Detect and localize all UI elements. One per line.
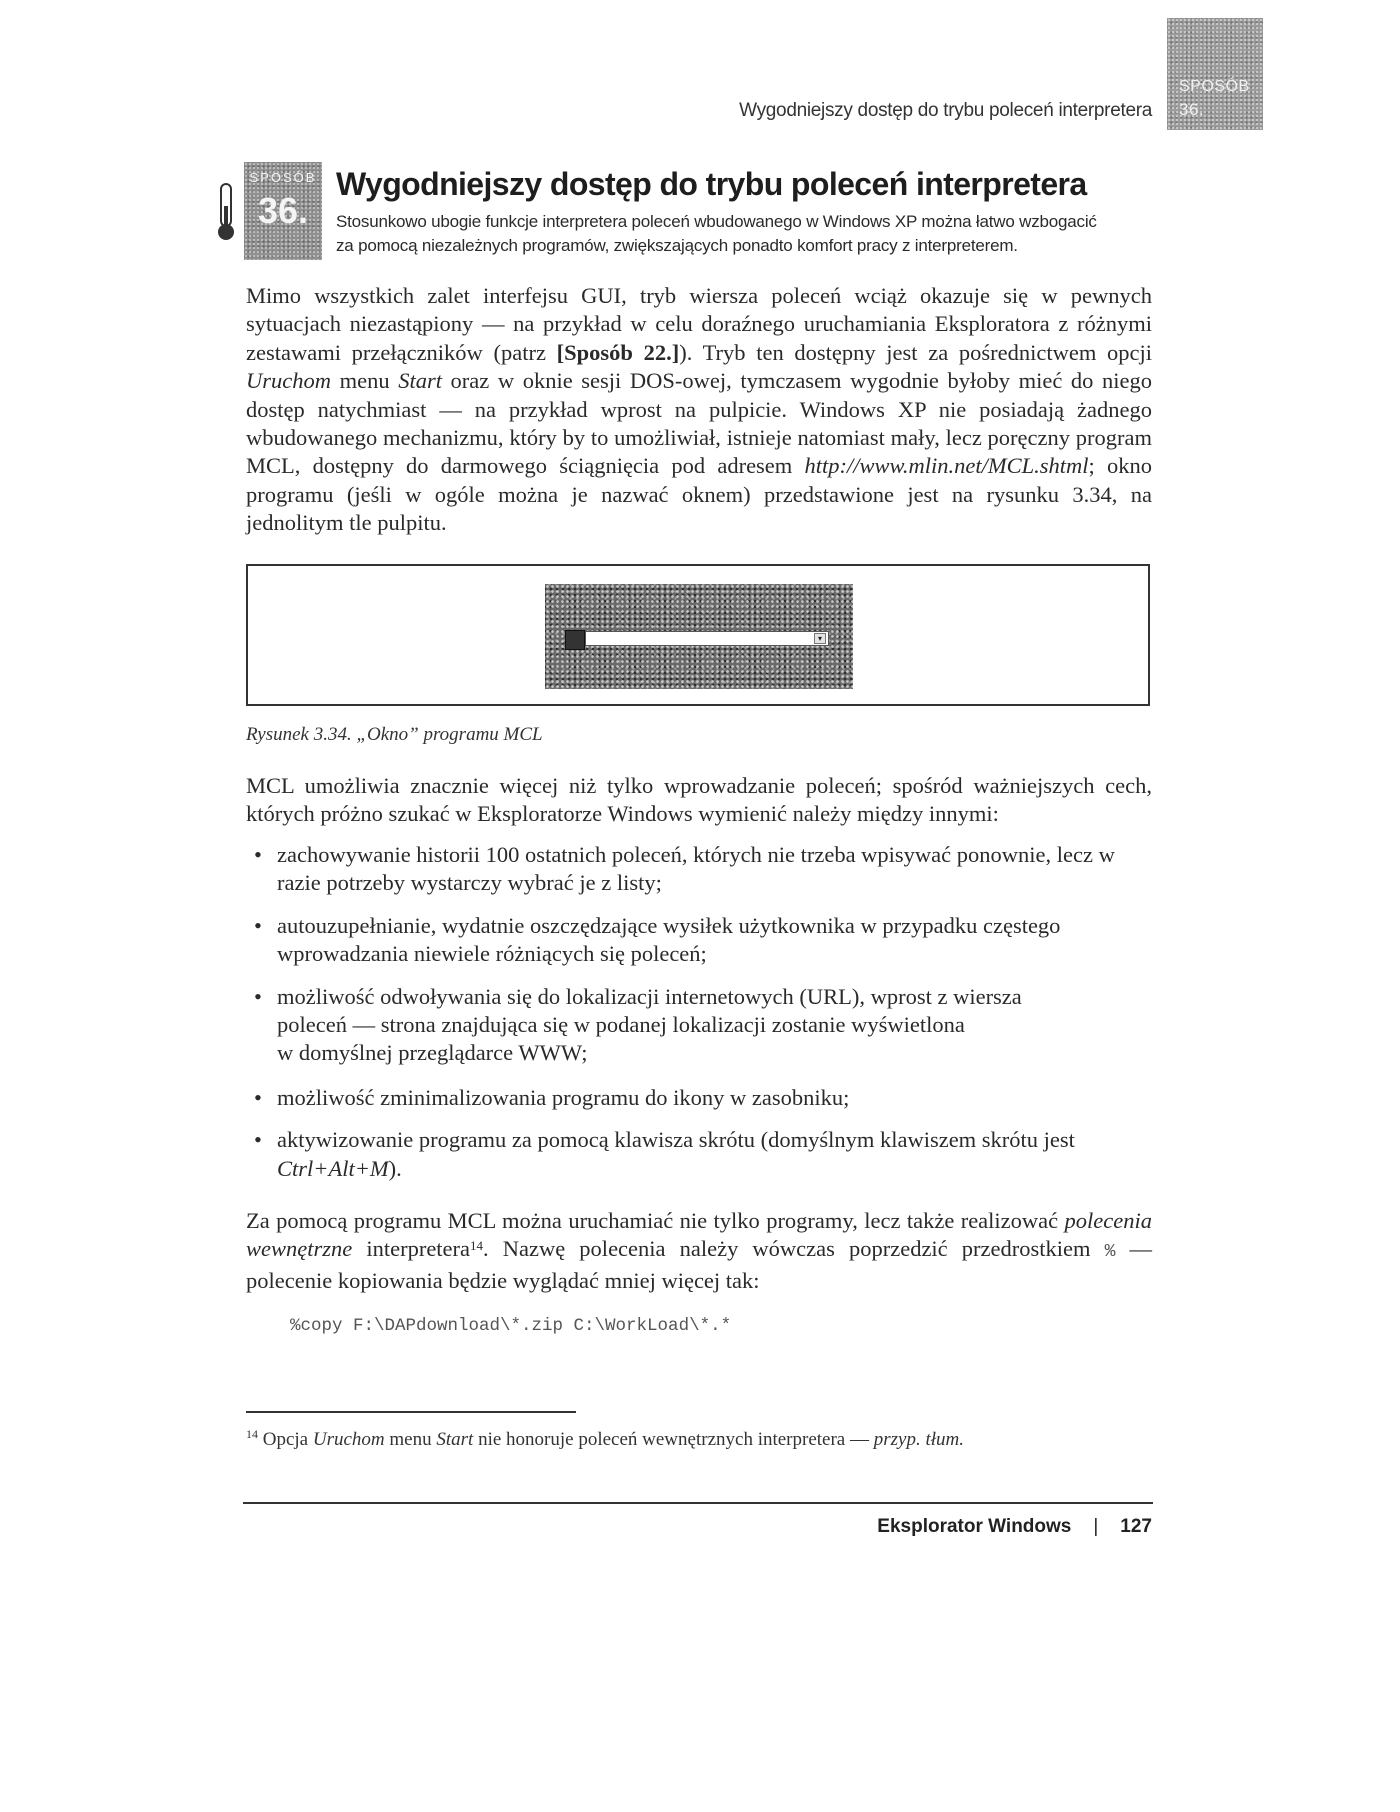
hack-title: Wygodniejszy dostęp do trybu poleceń interpretera (336, 166, 1087, 202)
text-run: menu (331, 368, 399, 394)
list-item-text: poleceń — strona znajdująca się w podanej lokalizacji zostanie wyświetlona (277, 1012, 965, 1038)
text-run: Za pomocą programu MCL można uruchamiać nie tylko programy, lecz także realizować (246, 1208, 1065, 1233)
page-number: 127 (1120, 1516, 1152, 1537)
footer-section: Eksplorator Windows (877, 1516, 1072, 1537)
text-run: Opcja (258, 1429, 313, 1450)
list-item-text: możliwość zminimalizowania programu do ikony w zasobniku; (277, 1084, 850, 1110)
text-run: menu (384, 1429, 437, 1450)
feature-list (246, 841, 1156, 1197)
page-footer (600, 1516, 1152, 1538)
footnote (246, 1429, 964, 1451)
text-run: . Nazwę polecenia należy wówczas poprzedzić przedrostkiem (483, 1236, 1105, 1262)
paragraph-internal-commands (246, 1207, 1152, 1295)
mcl-command-input (585, 631, 829, 646)
inline-code: % (1104, 1242, 1116, 1263)
list-item-text: aktywizowanie programu za pomocą klawisza skrótu (domyślnym klawiszem skrótu jest (277, 1127, 1075, 1153)
text-run: oraz w oknie sesji DOS-owej, tymczasem wygodnie byłoby mieć do niego dostęp natychmiast — na przykład wprost na pulpicie. Windows XP nie posiadają żadnego wbudowanego mechanizmu, który by to umożliwiał, istnieje natomiast mały, lecz poręczny program MCL, dostępny do darmowego ściągnięcia pod adresem (246, 368, 1152, 479)
mcl-drag-handle (565, 630, 585, 650)
list-item-text: autouzupełnianie, wydatnie oszczędzające wysiłek użytkownika w przypadku częstego wprowadzania niewiele różniących się poleceń; (277, 912, 1061, 967)
list-item (246, 1084, 1156, 1112)
translator-note: przyp. tłum. (873, 1429, 964, 1450)
menu-term: Uruchom (246, 368, 331, 394)
hack-subtitle-line: Stosunkowo ubogie funkcje interpretera poleceń wbudowanego w Windows XP można łatwo wzbogacić (336, 212, 1097, 231)
running-header-title: Wygodniejszy dostęp do trybu poleceń interpretera (739, 100, 1152, 121)
list-item-text: zachowywanie historii 100 ostatnich poleceń, których nie trzeba wpisywać ponownie, lecz w razie potrzeby wystarczy wybrać je z listy; (277, 842, 1115, 896)
menu-term: Start (398, 368, 442, 394)
code-example: %copy F:\DAPdownload\*.zip C:\WorkLoad\*.* (290, 1316, 732, 1336)
text-run: ). Tryb ten dostępny jest za pośrednictwem opcji (679, 339, 1152, 365)
footer-divider (243, 1502, 1153, 1504)
text-run: nie honoruje poleceń wewnętrznych interpretera — (473, 1429, 874, 1450)
text-run: Mimo wszystkich zalet interfejsu GUI, tryb wiersza poleceń wciąż okazuje się w pewnych sytuacjach niezastąpiony — na przykład w celu doraźnego uruchamiania Eksploratora z różnymi zestawami przełączników (patrz (246, 283, 1152, 365)
list-item-text: możliwość odwoływania się do lokalizacji internetowych (URL), wprost z wiersza (277, 983, 1022, 1009)
figure-caption: Rysunek 3.34. „Okno” programu MCL (246, 724, 543, 745)
menu-term: Start (436, 1429, 474, 1450)
list-item (246, 841, 1156, 898)
hack-badge-number: 36. (257, 190, 309, 231)
corner-tab (1167, 18, 1263, 130)
list-item-text: ). (388, 1155, 402, 1181)
footnote-ref: 14 (470, 1238, 484, 1254)
footnote-divider (246, 1411, 576, 1413)
corner-tab-label: SPOSÓB (1179, 78, 1250, 95)
text-run: — polecenie kopiowania będzie wyglądać mniej więcej tak: (246, 1236, 1152, 1293)
hack-badge (244, 162, 322, 260)
paragraph-features-intro: MCL umożliwia znacznie więcej niż tylko wprowadzanie poleceń; spośród ważniejszych cech, których próżno szukać w Eksploratorze Windows wymienić należy między innymi: (246, 773, 1152, 827)
hack-subtitle-line: za pomocą niezależnych programów, zwiększających ponadto komfort pracy z interpreterem. (336, 236, 1018, 255)
cross-reference: [Sposób 22.] (556, 339, 680, 365)
corner-tab-number: 36. (1179, 100, 1205, 119)
hack-badge-label: SPOSÓB (249, 170, 317, 185)
list-item (246, 912, 1156, 969)
chevron-down-icon: ▾ (814, 633, 826, 644)
text-run: ; okno programu (jeśli w ogóle można je nazwać oknem) przedstawione jest na rysunku 3.34, na jednolitym tle pulpitu. (246, 453, 1152, 536)
hack-subtitle (336, 210, 1156, 258)
emphasis-term: polecenia wewnętrzne (246, 1208, 1152, 1262)
menu-term: Uruchom (312, 1429, 385, 1450)
list-item (246, 1126, 1156, 1183)
text-run: interpretera (352, 1236, 471, 1262)
footer-separator: | (1093, 1516, 1099, 1537)
url-text: http://www.mlin.net/MCL.shtml (804, 453, 1089, 479)
footnote-number: 14 (246, 1427, 258, 1441)
list-item-text: w domyślnej przeglądarce WWW; (277, 1040, 588, 1066)
paragraph-intro (246, 282, 1152, 538)
thermometer-icon (213, 182, 239, 242)
list-item (246, 983, 1156, 1068)
shortcut-key: Ctrl+Alt+M (277, 1155, 389, 1181)
